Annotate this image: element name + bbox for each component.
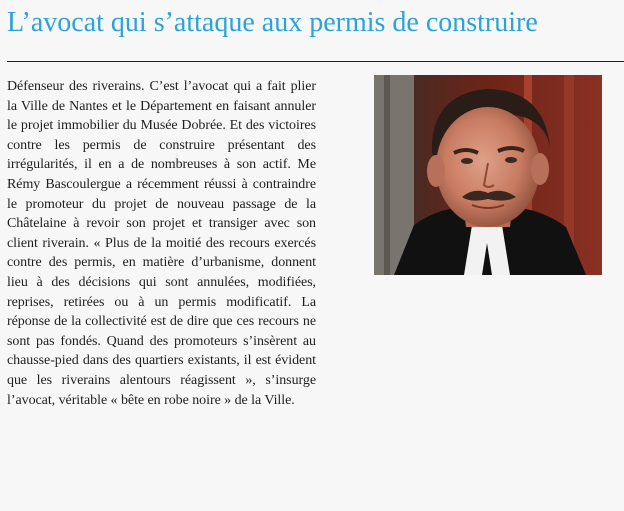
lawyer-portrait-photo bbox=[374, 75, 602, 275]
article-body: Défenseur des riverains. C’est l’avocat qui a fait plier la Ville de Nantes et le Département en faisant annuler le projet immobilier du Musée Dobrée. Et des victoires contre les permis de construire présentant des irrégularités, il en a de nombreuses à son actif. Me Rémy Bascoulergue a récemment réussi à contraindre le promoteur du projet de nouveau passage de la Châtelaine à revoir son projet et transiger avec son client riverain. « Plus de la moitié des recours exercés contre des permis, en matière d’urbanisme, donnent lieu à des décisions qui sont annulées, modifiées, reprises, retirées ou à un permis modificatif. La réponse de la collectivité est de dire que ces recours ne sont pas fondés. Quand des promoteurs s’insèrent au chausse-pied dans des quartiers existants, il est évident que les riverains alentours réagissent », s’insurge l’avocat, véritable « bête en robe noire » de la Ville. bbox=[7, 79, 316, 408]
title-divider bbox=[7, 61, 624, 62]
article-title: L’avocat qui s’attaque aux permis de construire bbox=[7, 7, 538, 38]
